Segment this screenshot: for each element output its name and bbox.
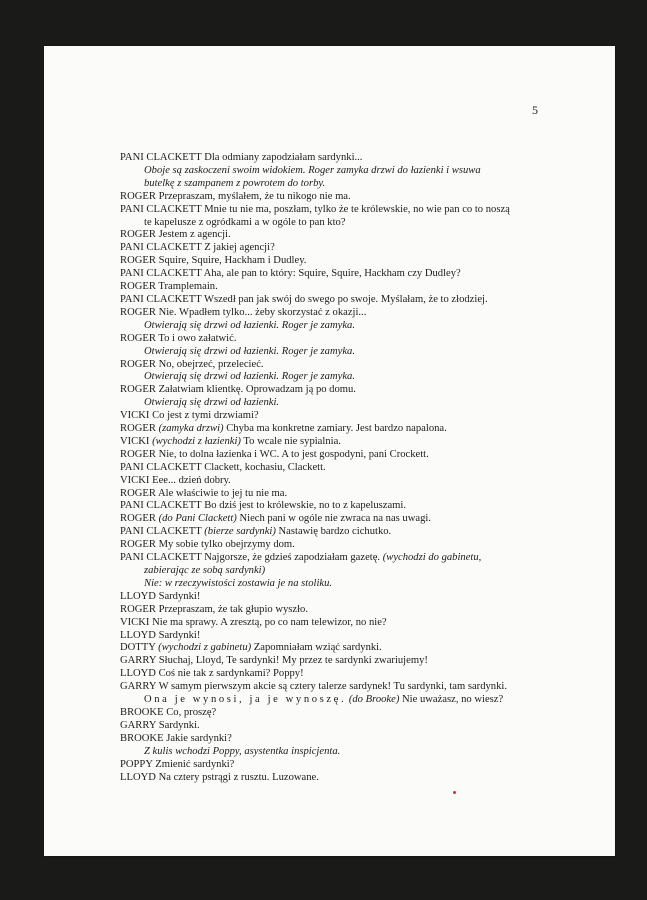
speaker-name: DOTTY — [120, 642, 156, 654]
speaker-name: VICKI — [120, 435, 150, 447]
stage-direction — [120, 746, 590, 759]
dialogue-line — [120, 681, 590, 694]
dialogue-text: Sardynki! — [158, 590, 201, 602]
speaker-name: PANI CLACKETT — [120, 268, 202, 280]
speaker-name: BROOKE — [120, 732, 164, 744]
dialogue-continuation — [120, 694, 590, 707]
speaker-name: ROGER — [120, 190, 156, 202]
stage-direction — [120, 371, 590, 384]
dialogue-line — [120, 410, 590, 423]
dialogue-text: Przepraszam, myślałem, że tu nikogo nie ma. — [158, 190, 351, 202]
dialogue-line — [120, 642, 590, 655]
speaker-name: ROGER — [120, 281, 156, 293]
stage-direction — [120, 178, 590, 191]
speaker-name: PANI CLACKETT — [120, 152, 202, 163]
dialogue-line — [120, 384, 590, 397]
speaker-name: ROGER — [120, 255, 156, 267]
speaker-name: ROGER — [120, 423, 156, 435]
dialogue-text: Słuchaj, Lloyd, Te sardynki! My przez te sardynki zwariujemy! — [158, 655, 428, 667]
speaker-name: ROGER — [120, 513, 156, 525]
speaker-name: PANI CLACKETT — [120, 242, 202, 254]
dialogue-line — [120, 359, 590, 372]
script-body — [120, 152, 590, 784]
stage-direction-text: Otwierają się drzwi od łazienki. Roger je zamyka. — [144, 319, 355, 331]
page-number: 5 — [532, 103, 538, 117]
speaker-name: POPPY — [120, 758, 153, 770]
dialogue-text: Dla odmiany zapodziałam sardynki... — [204, 152, 363, 163]
dialogue-text: Squire, Squire, Hackham i Dudley. — [158, 255, 307, 267]
speaker-name: PANI CLACKETT — [120, 461, 202, 473]
stage-direction — [120, 397, 590, 410]
speaker-name: ROGER — [120, 306, 156, 318]
dialogue-text: No, obejrzeć, przelecieć. — [158, 358, 264, 370]
inline-direction: (wychodzi do gabinetu, — [382, 552, 482, 564]
dialogue-text: Jakie sardynki? — [166, 732, 232, 744]
speaker-name: LLOYD — [120, 590, 156, 602]
dialogue-line — [120, 462, 590, 475]
dialogue-text: To i owo załatwić. — [158, 332, 237, 344]
dialogue-line — [120, 526, 590, 539]
dialogue-text: Aha, ale pan to który: Squire, Squire, Hackham czy Dudley? — [203, 268, 461, 280]
dialogue-line — [120, 333, 590, 346]
dialogue-line — [120, 617, 590, 630]
speaker-name: LLOYD — [120, 668, 156, 680]
dialogue-line — [120, 152, 590, 165]
dialogue-text: Jestem z agencji. — [158, 229, 231, 241]
dialogue-text: Na cztery pstrągi z rusztu. Luzowane. — [158, 771, 319, 783]
dialogue-text: Nie ma sprawy. A zresztą, po co nam telewizor, no nie? — [152, 616, 387, 628]
dialogue-text: Niech pani w ogóle nie zwraca na nas uwagi. — [236, 513, 431, 525]
dialogue-text: Ale właściwie to jej tu nie ma. — [157, 487, 288, 499]
dialogue-line — [120, 488, 590, 501]
dialogue-text: Przepraszam, że tak głupio wyszło. — [158, 603, 309, 615]
speaker-name: PANI CLACKETT — [120, 203, 202, 215]
dialogue-line — [120, 720, 590, 733]
dialogue-line — [120, 591, 590, 604]
speaker-name: LLOYD — [120, 771, 156, 783]
red-mark-dot — [453, 791, 456, 794]
speaker-name: ROGER — [120, 229, 156, 241]
dialogue-line — [120, 668, 590, 681]
speaker-name: PANI CLACKETT — [120, 552, 202, 564]
speaker-name: GARRY — [120, 655, 157, 667]
dialogue-line — [120, 707, 590, 720]
dialogue-line — [120, 204, 590, 217]
dialogue-text: Z jakiej agencji? — [204, 242, 275, 254]
dialogue-line — [120, 268, 590, 281]
dialogue-text: Co, proszę? — [166, 706, 217, 718]
dialogue-line — [120, 655, 590, 668]
dialogue-line — [120, 500, 590, 513]
speaker-name: PANI CLACKETT — [120, 500, 202, 512]
dialogue-text: Chyba ma konkretne zamiary. Jest bardzo napalona. — [223, 423, 447, 435]
continuation-text: te kapelusze z ogródkami a w ogóle to pan kto? — [144, 216, 346, 228]
speaker-name: GARRY — [120, 719, 157, 731]
dialogue-line — [120, 604, 590, 617]
dialogue-text: Sardynki! — [158, 629, 201, 641]
stage-direction — [120, 578, 590, 591]
dialogue-text: Coś nie tak z sardynkami? Poppy! — [158, 668, 304, 680]
dialogue-text: Nastawię bardzo cichutko. — [275, 526, 392, 538]
speaker-name: PANI CLACKETT — [120, 526, 202, 538]
script-page — [44, 46, 615, 856]
dialogue-line — [120, 449, 590, 462]
stage-direction-text: Otwierają się drzwi od łazienki. — [144, 397, 280, 409]
dialogue-text: Co jest z tymi drzwiami? — [152, 410, 259, 422]
dialogue-line — [120, 759, 590, 772]
dialogue-line — [120, 552, 590, 565]
inline-direction: (wychodzi z łazienki) — [152, 435, 241, 447]
stage-direction — [120, 320, 590, 333]
dialogue-text: Clackett, kochasiu, Clackett. — [204, 461, 326, 473]
speaker-name: ROGER — [120, 384, 156, 396]
speaker-name: ROGER — [120, 332, 156, 344]
dialogue-line — [120, 436, 590, 449]
dialogue-line — [120, 630, 590, 643]
dialogue-text: Zapomniałam wziąć sardynki. — [251, 642, 382, 654]
dialogue-line — [120, 475, 590, 488]
dialogue-line — [120, 229, 590, 242]
dialogue-line — [120, 294, 590, 307]
speaker-name: LLOYD — [120, 629, 156, 641]
dialogue-line — [120, 307, 590, 320]
stage-direction-text: Nie: w rzeczywistości zostawia je na stoliku. — [144, 577, 333, 589]
speaker-name: ROGER — [120, 448, 156, 460]
dialogue-text: Tramplemain. — [158, 281, 218, 293]
speaker-name: VICKI — [120, 474, 150, 486]
stage-direction-text: Oboje są zaskoczeni swoim widokiem. Roger zamyka drzwi do łazienki i wsuwa — [144, 164, 481, 176]
stage-direction-text: Otwierają się drzwi od łazienki. Roger je zamyka. — [144, 371, 355, 383]
dialogue-line — [120, 255, 590, 268]
dialogue-continuation — [120, 217, 590, 230]
dialogue-line — [120, 539, 590, 552]
dialogue-text: Najgorsze, że gdzieś zapodziałam gazetę. — [204, 552, 383, 564]
dialogue-line — [120, 733, 590, 746]
emphasis-text: Ona je wynosi, ja je wynoszę. — [144, 694, 347, 706]
stage-direction — [120, 346, 590, 359]
dialogue-text: W samym pierwszym akcie są cztery talerze sardynek! Tu sardynki, tam sardynki. — [158, 681, 507, 693]
inline-direction: (do Pani Clackett) — [158, 513, 237, 525]
stage-direction — [120, 565, 590, 578]
stage-direction-text: butelkę z szampanem z powrotem do torby. — [144, 177, 326, 189]
speaker-name: PANI CLACKETT — [120, 293, 202, 305]
dialogue-text: Wszedł pan jak swój do swego po swoje. Myślałam, że to złodziej. — [204, 293, 488, 305]
speaker-name: VICKI — [120, 616, 150, 628]
speaker-name: ROGER — [120, 539, 156, 551]
inline-direction: (bierze sardynki) — [204, 526, 276, 538]
dialogue-text: Sardynki. — [158, 719, 200, 731]
dialogue-text: Bo dziś jest to królewskie, no to z kapeluszami. — [204, 500, 407, 512]
stage-direction-text: Otwierają się drzwi od łazienki. Roger je zamyka. — [144, 345, 355, 357]
dialogue-line — [120, 423, 590, 436]
dialogue-text: Załatwiam klientkę. Oprowadzam ją po domu. — [158, 384, 356, 396]
dialogue-text: My sobie tylko obejrzymy dom. — [158, 539, 295, 551]
dialogue-line — [120, 281, 590, 294]
dialogue-line — [120, 772, 590, 785]
dialogue-line — [120, 513, 590, 526]
dialogue-text: Mnie tu nie ma, poszłam, tylko że te królewskie, no wie pan co to noszą — [204, 203, 510, 215]
dialogue-text: Nie, to dolna łazienka i WC. A to jest gospodyni, pani Crockett. — [158, 448, 429, 460]
dialogue-text: Nie uważasz, no wiesz? — [399, 694, 504, 706]
speaker-name: ROGER — [120, 487, 156, 499]
dialogue-text: To wcale nie sypialnia. — [240, 435, 341, 447]
inline-direction: (wychodzi z gabinetu) — [158, 642, 252, 654]
speaker-name: ROGER — [120, 603, 156, 615]
dialogue-text: Zmienić sardynki? — [155, 758, 235, 770]
dialogue-line — [120, 242, 590, 255]
dialogue-text: Nie. Wpadłem tylko... żeby skorzystać z okazji... — [158, 306, 367, 318]
inline-direction: (do Brooke) — [346, 694, 400, 706]
speaker-name: ROGER — [120, 358, 156, 370]
speaker-name: BROOKE — [120, 706, 164, 718]
speaker-name: GARRY — [120, 681, 157, 693]
inline-direction: (zamyka drzwi) — [158, 423, 224, 435]
stage-direction — [120, 165, 590, 178]
stage-direction-text: zabierając ze sobą sardynki) — [144, 565, 266, 576]
dialogue-text: Eee... dzień dobry. — [152, 474, 231, 486]
stage-direction-text: Z kulis wchodzi Poppy, asystentka inspicjenta. — [144, 745, 341, 757]
speaker-name: VICKI — [120, 410, 150, 422]
dialogue-line — [120, 191, 590, 204]
